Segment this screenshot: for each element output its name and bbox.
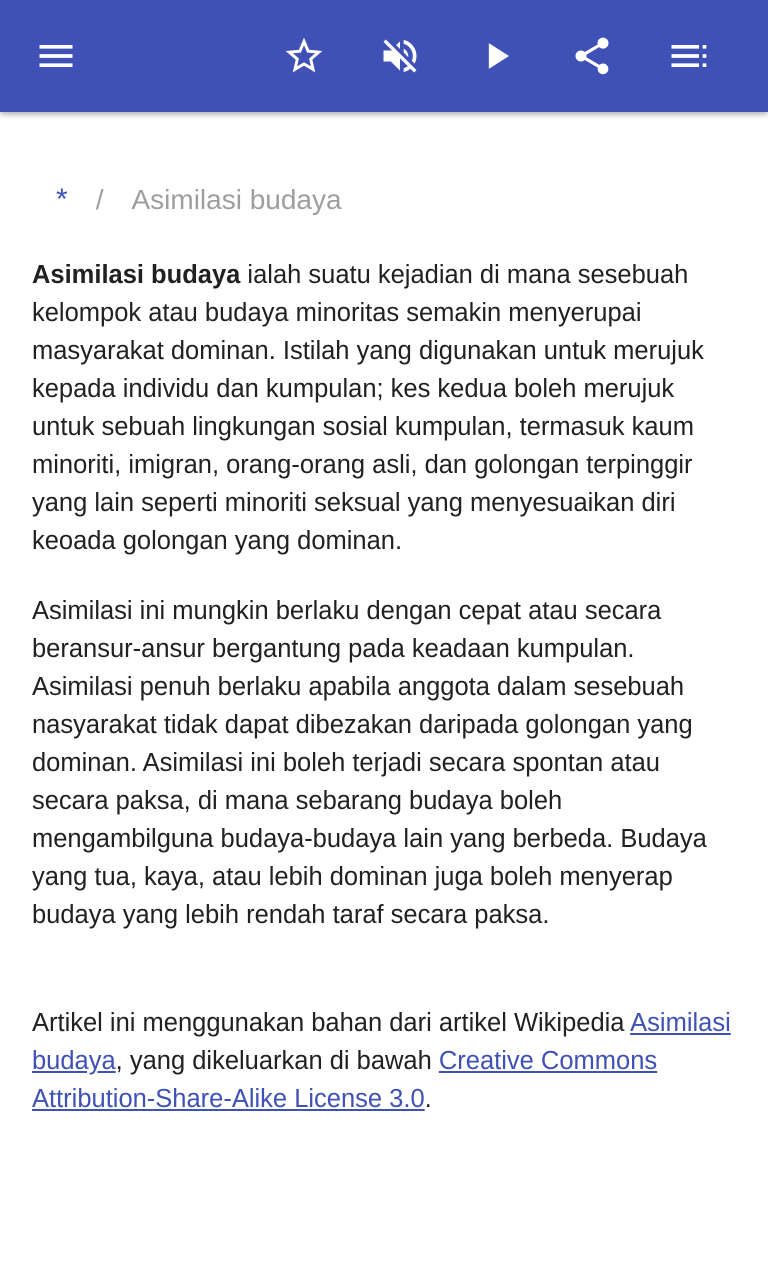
breadcrumb-separator: / [95, 184, 104, 215]
star-outline-icon [282, 34, 326, 78]
attribution-note [32, 1004, 736, 1118]
attribution-prefix: Artikel ini menggunakan bahan dari artikel Wikipedia [32, 1009, 631, 1037]
attribution-middle: , yang dikeluarkan di bawah [115, 1047, 439, 1075]
table-of-contents-button[interactable] [656, 24, 720, 88]
license-link[interactable]: Creative Commons Attribution-Share-Alike License 3.0 [32, 1047, 658, 1113]
wikipedia-article-link[interactable]: Asimilasi budaya [32, 1009, 731, 1075]
app-bar [0, 0, 768, 112]
article-paragraph-2: Asimilasi ini mungkin berlaku dengan cepat atau secara beransur-ansur bergantung pada keadaan kumpulan. Asimilasi penuh berlaku apabila anggota dalam sesebuah nasyarakat tidak dapat dibezakan daripada golongan yang dominan. Asimilasi ini boleh terjadi secara spontan atau secara paksa, di mana sebarang budaya boleh mengambilguna budaya-budaya lain yang berbeda. Budaya yang tua, kaya, atau lebih dominan juga boleh menyerap budaya yang lebih rendah taraf secara paksa. [32, 597, 707, 929]
menu-button[interactable] [24, 24, 88, 88]
breadcrumb-home-link[interactable]: * [56, 183, 68, 216]
share-button[interactable] [560, 24, 624, 88]
share-icon [570, 34, 614, 78]
article-paragraph-1-text: ialah suatu kejadian di mana sesebuah kelompok atau budaya minoritas semakin menyerupai masyarakat dominan. Istilah yang digunakan untuk merujuk kepada individu dan kumpulan; kes kedua boleh merujuk untuk sebuah lingkungan sosial kumpulan, termasuk kaum minoriti, imigran, orang-orang asli, dan golongan terpinggir yang lain seperti minoriti seksual yang menyesuaikan diri keoada golongan yang dominan. [32, 261, 704, 555]
article-paragraph-1 [32, 256, 736, 560]
mute-button[interactable] [368, 24, 432, 88]
play-icon [476, 34, 520, 78]
article-term: Asimilasi budaya [32, 261, 241, 289]
play-button[interactable] [466, 24, 530, 88]
volume-off-icon [378, 34, 422, 78]
article-content [32, 256, 736, 934]
attribution-suffix: . [424, 1085, 432, 1113]
favorite-button[interactable] [272, 24, 336, 88]
list-toc-icon [666, 34, 710, 78]
breadcrumb [56, 180, 342, 220]
hamburger-menu-icon [34, 34, 78, 78]
breadcrumb-current: Asimilasi budaya [131, 184, 342, 215]
